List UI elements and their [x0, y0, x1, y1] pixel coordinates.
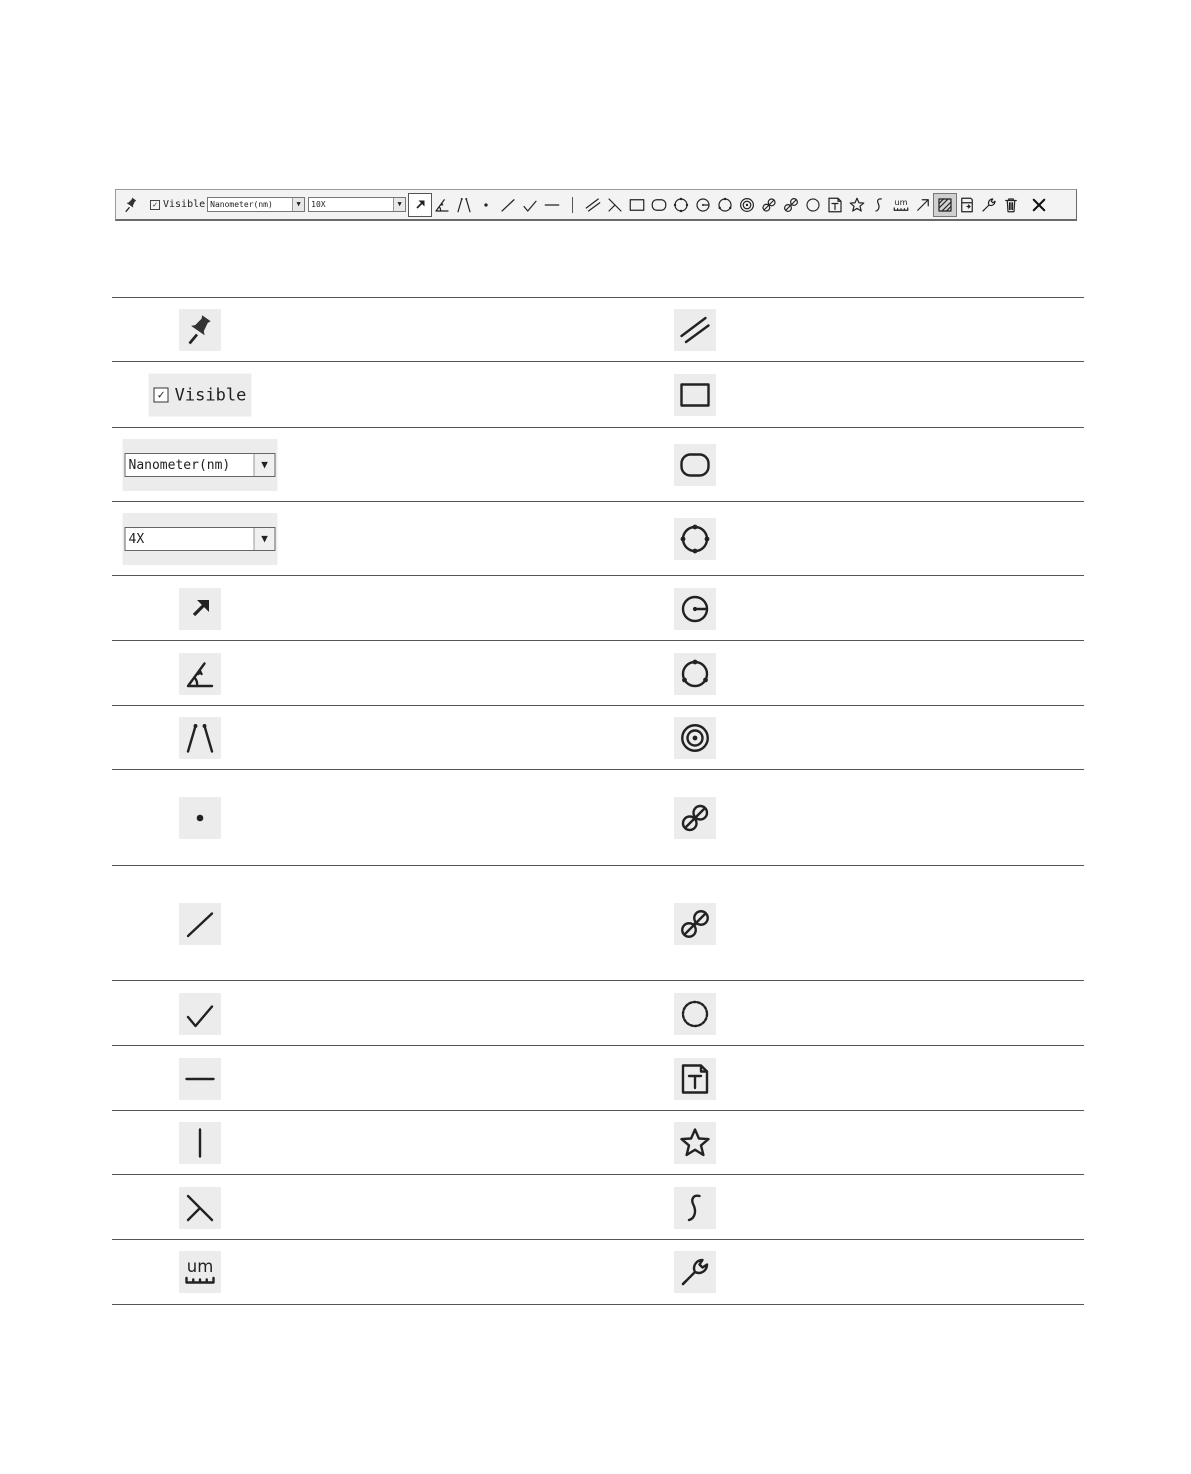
chevron-down-icon: ▼ [254, 528, 275, 550]
text-icon-glyph [677, 1061, 713, 1097]
circle-3-point-icon-glyph [716, 196, 734, 214]
circle-radius-icon [674, 588, 716, 630]
point-icon-glyph [477, 196, 495, 214]
export-icon-glyph [958, 196, 976, 214]
circle-4-point-icon[interactable] [670, 194, 692, 216]
rectangle-icon-glyph [628, 196, 646, 214]
arrow-icon-glyph [914, 196, 932, 214]
table-row [112, 1110, 1084, 1175]
circle-3-point-icon[interactable] [714, 194, 736, 216]
two-circles-distance-icon-glyph [677, 906, 713, 942]
settings-wrench-icon-glyph [980, 196, 998, 214]
pushpin-icon-glyph [122, 196, 140, 214]
circle-4-point-icon-glyph [672, 196, 690, 214]
visible-label: Visible [174, 385, 247, 405]
angle-icon-glyph [182, 656, 218, 692]
chevron-down-icon: ▼ [254, 454, 275, 476]
horizontal-line-icon[interactable] [541, 194, 563, 216]
table-row [112, 705, 1084, 770]
polyline-icon-glyph [182, 996, 218, 1032]
cross-lines-icon[interactable] [604, 194, 626, 216]
delete-icon[interactable] [1000, 194, 1022, 216]
two-lines-icon-glyph [182, 720, 218, 756]
visible-checkbox [149, 374, 252, 417]
select-arrow-icon-glyph [411, 196, 429, 214]
vertical-line-icon-glyph [182, 1125, 218, 1161]
polyline-icon[interactable] [519, 194, 541, 216]
scale-bar-icon [179, 1251, 221, 1293]
star-icon-glyph [848, 196, 866, 214]
export-icon[interactable] [956, 194, 978, 216]
select-arrow-icon [179, 588, 221, 630]
cross-lines-icon-glyph [606, 196, 624, 214]
table-row [112, 1045, 1084, 1111]
line-icon-glyph [182, 906, 218, 942]
point-icon-glyph [182, 800, 218, 836]
rounded-rectangle-icon [674, 444, 716, 486]
chevron-down-icon: ▼ [292, 198, 304, 211]
angle-icon[interactable] [431, 194, 453, 216]
two-circles-distance-icon[interactable] [780, 194, 802, 216]
rectangle-icon[interactable] [626, 194, 648, 216]
highlight-icon[interactable] [934, 194, 956, 216]
curve-icon[interactable] [868, 194, 890, 216]
scale-bar-icon-glyph [892, 196, 910, 214]
chevron-down-icon: ▼ [393, 198, 405, 211]
arrow-icon[interactable] [912, 194, 934, 216]
circle-4-point-icon [674, 518, 716, 560]
horizontal-line-icon [179, 1058, 221, 1100]
line-icon-glyph [499, 196, 517, 214]
magnification-select [123, 513, 278, 565]
dashed-circle-icon[interactable] [802, 194, 824, 216]
angle-icon [179, 653, 221, 695]
unit-select[interactable] [207, 197, 305, 212]
table-row [112, 865, 1084, 981]
two-circles-distance-icon [674, 903, 716, 945]
angle-icon-glyph [433, 196, 451, 214]
unit-select-value: Nanometer(nm) [128, 457, 231, 473]
circle-radius-icon-glyph [677, 591, 713, 627]
circle-radius-icon-glyph [694, 196, 712, 214]
table-row [112, 575, 1084, 641]
close-icon[interactable] [1028, 194, 1050, 216]
dashed-circle-icon [674, 993, 716, 1035]
dashed-circle-icon-glyph [677, 996, 713, 1032]
table-row [112, 1174, 1084, 1240]
circle-radius-icon[interactable] [692, 194, 714, 216]
concentric-circles-icon [674, 717, 716, 759]
two-circles-distance-icon-glyph [782, 196, 800, 214]
table-row [112, 1239, 1084, 1305]
table-row [112, 501, 1084, 576]
table-row [112, 980, 1084, 1046]
polyline-icon-glyph [521, 196, 539, 214]
curve-icon [674, 1187, 716, 1229]
line-icon[interactable] [497, 194, 519, 216]
highlight-icon-glyph [936, 196, 954, 214]
rectangle-icon-glyph [677, 377, 713, 413]
two-lines-icon [179, 717, 221, 759]
circle-3-point-icon-glyph [677, 656, 713, 692]
horizontal-line-icon-glyph [543, 196, 561, 214]
cross-lines-icon [179, 1187, 221, 1229]
parallel-lines-icon-glyph [677, 312, 713, 348]
unit-select [123, 439, 278, 491]
checkbox-check-icon: ✓ [150, 200, 160, 210]
point-icon [179, 797, 221, 839]
dashed-circle-icon-glyph [804, 196, 822, 214]
delete-icon-glyph [1002, 196, 1020, 214]
star-icon[interactable] [846, 194, 868, 216]
curve-icon-glyph [677, 1190, 713, 1226]
text-icon-glyph [826, 196, 844, 214]
rounded-rectangle-icon-glyph [650, 196, 668, 214]
select-arrow-icon-glyph [182, 591, 218, 627]
magnification-select[interactable] [308, 197, 406, 212]
two-circles-icon-glyph [760, 196, 778, 214]
cross-lines-icon-glyph [182, 1190, 218, 1226]
two-circles-icon [674, 797, 716, 839]
point-icon[interactable] [475, 194, 497, 216]
settings-wrench-icon-glyph [677, 1254, 713, 1290]
text-icon [674, 1058, 716, 1100]
two-circles-icon[interactable] [758, 194, 780, 216]
rounded-rectangle-icon-glyph [677, 447, 713, 483]
scale-bar-icon-glyph [182, 1254, 218, 1290]
magnification-select-value: 4X [128, 531, 145, 547]
polyline-icon [179, 993, 221, 1035]
scale-bar-icon[interactable] [890, 194, 912, 216]
text-icon[interactable] [824, 194, 846, 216]
visible-label: Visible [163, 199, 206, 210]
rectangle-icon [674, 374, 716, 416]
vertical-line-icon [179, 1122, 221, 1164]
concentric-circles-icon[interactable] [736, 194, 758, 216]
visible-checkbox[interactable] [150, 199, 205, 210]
parallel-lines-icon [674, 309, 716, 351]
parallel-lines-icon-glyph [584, 196, 602, 214]
rounded-rectangle-icon[interactable] [648, 194, 670, 216]
star-icon [674, 1122, 716, 1164]
vertical-line-icon[interactable] [572, 197, 573, 213]
table-row [112, 361, 1084, 428]
table-row [112, 297, 1084, 362]
table-row [112, 640, 1084, 706]
pushpin-icon-glyph [182, 312, 218, 348]
concentric-circles-icon-glyph [677, 720, 713, 756]
parallel-lines-icon[interactable] [582, 194, 604, 216]
checkbox-check-icon: ✓ [154, 388, 169, 403]
settings-wrench-icon[interactable] [978, 194, 1000, 216]
pushpin-icon[interactable] [120, 194, 142, 216]
pushpin-icon [179, 309, 221, 351]
close-icon-glyph [1030, 196, 1048, 214]
table-row [112, 769, 1084, 866]
two-lines-icon-glyph [455, 196, 473, 214]
circle-4-point-icon-glyph [677, 521, 713, 557]
measurement-toolbar [115, 189, 1077, 221]
two-circles-icon-glyph [677, 800, 713, 836]
select-arrow-icon[interactable] [409, 194, 431, 216]
star-icon-glyph [677, 1125, 713, 1161]
circle-3-point-icon [674, 653, 716, 695]
unit-select-value: Nanometer(nm) [210, 200, 273, 209]
settings-wrench-icon [674, 1251, 716, 1293]
curve-icon-glyph [870, 196, 888, 214]
two-lines-icon[interactable] [453, 194, 475, 216]
concentric-circles-icon-glyph [738, 196, 756, 214]
magnification-select-value: 10X [311, 200, 326, 209]
horizontal-line-icon-glyph [182, 1061, 218, 1097]
svg-text:um: um [186, 1257, 214, 1276]
table-row [112, 427, 1084, 502]
svg-text:um: um [894, 196, 908, 207]
line-icon [179, 903, 221, 945]
